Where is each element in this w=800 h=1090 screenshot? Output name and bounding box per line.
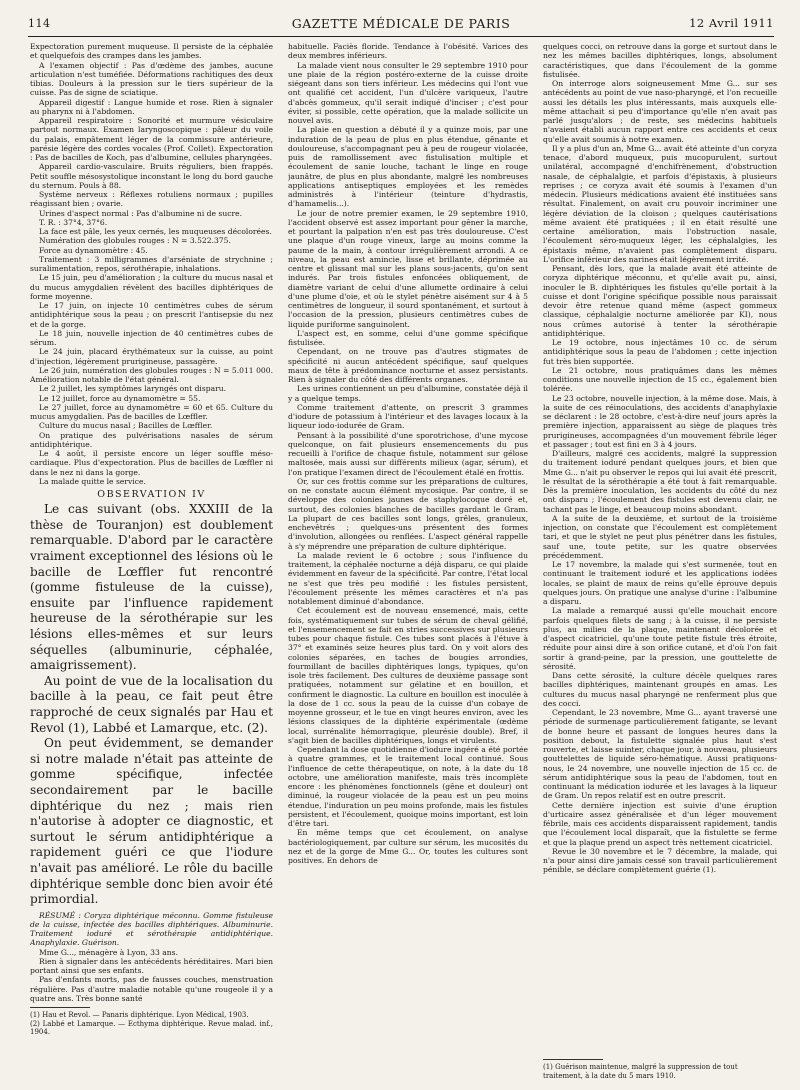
paragraph: Le 27 juillet, force au dynamomètre = 60 et 65. Culture du mucus amygdalien. Pas de bacilles de Lœffler.	[30, 402, 273, 421]
paragraph: Or, sur ces frottis comme sur les préparations de cultures, on ne constate aucun élément mycosique. Par contre, il se développe des colonies jaunes de staphylocoque doré et, surtout, des colonies blanches de bacilles gardant le Gram. La plupart de ces bacilles sont longs, grêles, granuleux, enchevêtrés ; quelques-uns présentent des formes d'involution, allongées ou renflées. L'aspect général rappelle à s'y méprendre une préparation de culture diphtérique.	[288, 476, 528, 551]
paragraph: Système nerveux : Réflexes rotuliens normaux ; pupilles réagissant bien ; ovarie.	[30, 190, 273, 209]
summary: RÉSUMÉ : Coryza diphtérique méconnu. Gomme fistuleuse de la cuisse, infectée des bacilles diphtériques. Albuminurie. Traitement ioduré et sérothérapie antidiphtérique. Anaphylaxie. Guérison.	[30, 910, 273, 948]
footnote: (1) Guérison maintenue, malgré la suppression de tout traitement, à la date du 5 mars 1910.	[543, 1063, 738, 1080]
page-number: 114	[28, 17, 51, 30]
column-right	[543, 42, 777, 1058]
paragraph: Le 21 octobre, nous pratiquâmes dans les mêmes conditions une nouvelle injection de 15 cc., également bien tolérée.	[543, 365, 777, 394]
paragraph: Force au dynamomètre : 45.	[39, 245, 148, 255]
paragraph: La malade vient nous consulter le 29 septembre 1910 pour une plaie de la région postéro-externe de la cuisse droite siégeant dans son tiers inférieur. Les médecins qui l'ont vue ont qualifié cet accident, l'un d'ulcère variqueux, l'autre d'abcès gommeux, qu'il serait indiqué d'inciser ; c'est pour éviter, si possible, cette opération, que la malade sollicite un nouvel avis.	[288, 60, 528, 125]
paragraph: Le 15 juin, peu d'amélioration ; la culture du mucus nasal et du mucus amygdalien révèlent des bacilles diphtériques de forme moyenne.	[30, 273, 273, 301]
paragraph: Au point de vue de la localisation du bacille à la peau, ce fait peut être rapproché de ceux signalés par Hau et Revol (1), Labbé et Lamarque, etc. (2).	[30, 673, 273, 735]
paragraph: Le 19 octobre, nous injectâmes 10 cc. de sérum antidiphtérique sous la peau de l'abdomen ; cette injection fut très bien supportée.	[543, 338, 777, 366]
paragraph: D'ailleurs, malgré ces accidents, malgré la suppression du traitement ioduré pendant quelques jours, et bien que Mme G... n'ait pu observer le repos qui lui avait été prescrit, le résultat de la sérothérapie a été tout à fait remarquable. Dès la première inoculation, les accidents du côté du nez ont disparu ; l'écoulement des fistules est devenu clair, ne tachant pas le linge, et beaucoup moins abondant.	[543, 449, 777, 514]
paragraph: Cependant, on ne trouve pas d'autres stigmates de spécificité ni aucun antécédent spécifique, sauf quelques maux de tête à prédominance nocturne et assez persistants. Rien à signaler du côté des différents organes.	[288, 347, 528, 384]
paragraph: Revue le 30 novembre et le 7 décembre, la malade, qui n'a pour ainsi dire jamais cessé son travail particulièrement pénible, se déclare complètement guérie (1).	[543, 846, 777, 875]
paragraph: Appareil digestif : Langue humide et rose. Rien à signaler au pharynx ni à l'abdomen.	[30, 97, 273, 116]
footnote-separator	[543, 1059, 603, 1060]
paragraph: Culture du mucus nasal ; Bacilles de Lœffler.	[39, 421, 213, 431]
paragraph: Expectoration purement muqueuse. Il persiste de la céphalée et quelquefois des crampes dans les jambes.	[30, 42, 273, 61]
paragraph: Dans cette sérosité, la culture décèle quelques rares bacilles diphtériques, maintenant groupés en amas. Les cultures du mucus nasal pharyngé ne renferment plus que des cocci.	[543, 671, 777, 708]
footnote: (2) Labbé et Lamarque. — Ecthyma diphtérique. Revue malad. inf., 1904.	[30, 1019, 273, 1037]
paragraph: quelques cocci, on retrouve dans la gorge et surtout dans le nez les mêmes bacilles diphtériques, longs, absolument caractéristiques, que dans l'écoulement de la gomme fistulisée.	[543, 42, 777, 79]
header-rule	[28, 36, 774, 37]
paragraph: Le 17 juin, on injecte 10 centimètres cubes de sérum antidiphtérique sous la peau ; on prescrit l'antisepsie du nez et de la gorge.	[30, 301, 273, 329]
paragraph: Comme traitement d'attente, on prescrit 3 grammes d'iodure de potassium à l'intérieur et des lavages locaux à la liqueur iodo-iodurée de Gram.	[288, 402, 528, 431]
large-print-section	[30, 502, 273, 907]
paragraph: A la suite de la deuxième, et surtout de la troisième injection, on constate que l'écoulement est complètement tari, et que le stylet ne peut plus pénétrer dans les fistules, sauf une, toute petite, sur les quatre observées précédemment.	[543, 513, 777, 560]
paragraph: Pas d'enfants morts, pas de fausses couches, menstruation régulière. Pas d'autre maladie notable qu'une rougeole il y a quatre ans. Très bonne santé	[30, 975, 273, 1003]
paragraph: La malade a remarqué aussi qu'elle mouchait encore parfois quelques filets de sang ; à la cuisse, il ne persiste plus, au milieu de la plaque, maintenant décolorée et d'aspect cicatriciel, qu'une toute petite fistule très étroite, réduite pour ainsi dire à son orifice cutané, et d'où l'on fait sortir à grand-peine, par la pression, une gouttelette de sérosité.	[543, 606, 777, 671]
paragraph: La malade revient le 6 octobre ; sous l'influence du traitement, la céphalée nocturne a déjà disparu, ce qui plaide évidemment en faveur de la spécificité. Par contre, l'état local ne s'est que très peu modifié : les fistules persistent, l'écoulement présente les mêmes caractères et n'a pas notablement diminué d'abondance.	[288, 550, 528, 606]
paragraph: Mme G..., ménagère à Lyon, 33 ans.	[39, 947, 178, 957]
paragraph: La face est pâle, les yeux cernés, les muqueuses décolorées.	[39, 227, 272, 236]
paragraph: Le 2 juillet, les symptômes laryngés ont disparu.	[39, 384, 227, 394]
paragraph: Urines d'aspect normal : Pas d'albumine ni de sucre.	[39, 208, 243, 218]
paragraph: Les urines contiennent un peu d'albumine, constatée déjà il y a quelque temps.	[288, 384, 528, 403]
paragraph: On pratique des pulvérisations nasales de sérum antidiphtérique.	[30, 430, 273, 449]
paragraph: Cependant la dose quotidienne d'iodure ingéré a été portée à quatre grammes, et le traitement local continué. Sous l'influence de cette thérapeutique, on note, à la date du 18 octobre, une amélioration manifeste, mais très incomplète encore : les phénomènes fonctionnels (gêne et douleur) ont diminué, la rougeur violacée de la peau est un peu moins étendue, l'induration un peu moins profonde, mais les fistules persistent, et l'écoulement, quoique moins important, est loin d'être tari.	[288, 745, 528, 828]
paragraph: Traitement : 3 milligrammes d'arséniate de strychnine ; suralimentation, repos, sérothérapie, inhalations.	[30, 254, 273, 273]
paragraph: Appareil cardio-vasculaire. Bruits réguliers, bien frappés. Petit souffle mésosystolique inconstant le long du bord gauche du sternum. Pouls à 88.	[30, 162, 273, 190]
paragraph: On peut évidemment, se demander si notre malade n'était pas atteinte de gomme spécifique, infectée secondairement par le bacille diphtérique du nez ; mais rien n'autorise à adopter ce diagnostic, et surtout le sérum antidiphtérique a rapidement guéri ce que l'iodure n'avait pas amélioré. Le rôle du bacille diphtérique semble donc bien avoir été primordial.	[30, 736, 273, 907]
paragraph: On interroge alors soigneusement Mme G... sur ses antécédents au point de vue naso-pharyngé, et l'on recueille aussi les détails les plus intéressants, mais auxquels elle-même attachait si peu d'importance qu'elle n'en avait pas parlé jusqu'alors ; de reste, ses médecins habituels n'avaient établi aucun rapport entre ces accidents et ceux qu'elle avait soumis à notre examen.	[543, 79, 777, 144]
paragraph: Le 17 novembre, la malade qui s'est surmenée, tout en continuant le traitement ioduré et les applications iodées locales, se plaint de maux de reins qu'elle éprouve depuis quelques jours. On pratique une analyse d'urine : l'albumine a disparu.	[543, 560, 777, 606]
issue-date: 12 Avril 1911	[689, 16, 774, 30]
paragraph: L'aspect est, en somme, celui d'une gomme spécifique fistulisée.	[288, 328, 528, 347]
paragraph: Il y a plus d'un an, Mme G... avait été atteinte d'un coryza tenace, d'abord muqueux, puis mucopurulent, surtout unilatéral, accompagné d'enchifrènement, d'obstruction nasale, de céphalalgie, et parfois d'épistaxis, à plusieurs reprises ; ce coryza avait été soumis à l'examen d'un médecin. Plusieurs médications avaient été instituées sans résultat. Finalement, on avait cru pouvoir incriminer une légère déviation de la cloison ; quelques cautérisations même avaient été pratiquées ; il en était résulté une certaine amélioration, mais l'obstruction nasale, l'écoulement séro-muqueux léger, les céphalalgies, les épistaxis même, n'avaient pas complètement disparu. L'orifice inférieur des narines était légèrement irrité.	[543, 143, 777, 264]
paragraph: Cet écoulement est de nouveau ensemencé, mais, cette fois, systématiquement sur tubes de sérum de cheval gélifié, et l'ensemencement se fait en stries successives sur plusieurs tubes pour chaque fistule. Ces tubes sont placés à l'étuve à 37° et examinés seize heures plus tard. On y voit alors des colonies séparées, en taches de bougies arrondies, fourmillant de bacilles diphtériques longs, typiques, qu'on isole très facilement. Des cultures de deuxième passage sont pratiquées, notamment sur gélatine et en bouillon, et confirment le diagnostic. La culture en bouillon est inoculée à la dose de 1 cc. sous la peau de la cuisse d'un cobaye de moyenne grosseur, et le tue en vingt heures environ, avec les lésions classiques de la diphtérie expérimentale (œdème local, surrénalite hémorragique, pleurésie double). Bref, il s'agit bien de bacilles diphtériques, longs et virulents.	[288, 606, 528, 745]
paragraph: Cette dernière injection est suivie d'une éruption d'urticaire assez généralisée et d'un léger mouvement fébrile, mais ces accidents disparaissent rapidement, tandis que l'écoulement local disparaît, que la fistulette se ferme et que la plaque prend un aspect très nettement cicatriciel.	[543, 800, 777, 847]
paragraph: Le cas suivant (obs. XXXIII de la thèse de Touranjon) est doublement remarquable. D'abord par le caractère vraiment exceptionnel des lésions où le bacille de Lœffler fut rencontré (gomme fistuleuse de la cuisse), ensuite par l'influence rapidement heureuse de la sérothérapie sur les lésions elles-mêmes et sur leurs séquelles (albuminurie, céphalée, amaigrissement).	[30, 502, 273, 673]
paragraph: Numération des globules rouges : N = 3.522.375.	[39, 236, 231, 246]
paragraph: Le 12 juillet, force au dynamomètre = 55.	[39, 393, 201, 403]
page-header	[28, 14, 774, 34]
paragraph: En même temps que cet écoulement, on analyse bactériologiquement, par culture sur sérum, les mucosités du nez et de la gorge de Mme G... Or, toutes les cultures sont positives. En dehors de	[288, 828, 528, 865]
paragraph: La plaie en question a débuté il y a quinze mois, par une induration de la peau de plus en plus étendue, gênante et douloureuse, s'accompagnant peu à peu de rougeur violacée, puis de ramollissement avec fistulisation multiple et écoulement de sanie louche, tachant le linge en rouge jaunâtre, de plus en plus abondante, malgré les nombreuses applications antiseptiques employées et les remèdes administrés à l'intérieur (teinture d'hydrastis, d'hamamelis...).	[288, 125, 528, 209]
paragraph: habituelle. Faciès floride. Tendance à l'obésité. Varices des deux membres inférieurs.	[288, 42, 528, 61]
paragraph: T. R. : 37°4, 37°6.	[39, 217, 108, 227]
footnote-block-right	[543, 1055, 777, 1080]
observation-heading: OBSERVATION IV	[97, 489, 206, 500]
paragraph: Le 24 juin, placard érythémateux sur la cuisse, au point d'injection, légèrement prurigineuse, passagère.	[30, 347, 273, 366]
journal-title: GAZETTE MÉDICALE DE PARIS	[291, 16, 511, 31]
paragraph: Cependant, le 23 novembre, Mme G... ayant traversé une période de surmenage particulièrement fatigante, se levant de bonne heure et passant de longues heures dans la position debout, la fistulette signalée plus haut s'est rouverte, et laisse suinter, chaque jour, à nouveau, plusieurs gouttelettes de liquide séro-hématique. Aussi pratiquons-nous, le 24 novembre, une nouvelle injection de 15 cc. de sérum antidiphtérique sous la peau de l'abdomen, tout en continuant la médication iodurée et les lavages à la liqueur de Gram. Un repos relatif est en outre prescrit.	[543, 708, 777, 801]
paragraph: Rien à signaler dans les antécédents héréditaires. Mari bien portant ainsi que ses enfants.	[30, 956, 273, 976]
paragraph: Appareil respiratoire : Sonorité et murmure vésiculaire partout normaux. Examen laryngoscopique : pâleur du voile du palais, empâtement léger de la commissure antérieure, parésie légère des cordes vocales (Prof. Collet). Expectoration : Pas de bacilles de Koch, pas d'albumine, cellules pharyngées.	[30, 116, 273, 162]
paragraph: Pensant, dès lors, que la malade avait été atteinte de coryza diphtérique méconnu, et qu'elle avait pu, ainsi, inoculer le B. diphtériques les fistules qu'elle portait à la cuisse et dont l'origine spécifique possible nous paraissait devoir être retenue quand même (aspect gommeux classique, céphalalgie nocturne améliorée par KI), nous nous crûmes autorisé à tenter la sérothérapie antidiphtérique.	[543, 264, 777, 338]
paragraph: Le 18 juin, nouvelle injection de 40 centimètres cubes de sérum.	[30, 328, 273, 347]
footnote-separator	[30, 1007, 90, 1008]
column-left	[30, 42, 273, 1082]
paragraph: Pensant à la possibilité d'une sporotrichose, d'une mycose quelconque, on fait plusieurs ensemencements du pus recueilli à l'orifice de chaque fistule, notamment sur gélose maltosée, mais aussi sur différents milieux (agar, sérum), et l'on pratique l'examen direct de l'écoulement étalé en frottis.	[288, 430, 528, 477]
column-middle	[288, 42, 528, 1082]
paragraph: Le 4 août, il persiste encore un léger souffle méso-cardiaque. Plus d'expectoration. Plus de bacilles de Lœffler ni dans le nez ni dans la gorge.	[30, 449, 273, 477]
paragraph: La malade quitte le service.	[39, 476, 146, 486]
footnote: (1) Hau et Revol. — Panaris diphtérique. Lyon Médical, 1903.	[30, 1011, 249, 1020]
paragraph: A l'examen objectif : Pas d'œdème des jambes, aucune articulation n'est tuméfiée. Déformations rachitiques des deux tibias. Douleurs à la pression sur le tiers supérieur de la cuisse. Pas de signe de sciatique.	[30, 60, 273, 98]
paragraph: Le 23 octobre, nouvelle injection, à la même dose. Mais, à la suite de ces réinoculations, des accidents d'anaphylaxie se déclarent : le 28 octobre, c'est-à-dire neuf jours après la première injection, apparaissent au siège de plaques très prurigineuses, accompagnées d'un mouvement fébrile léger et passager ; tout est fini en 3 à 4 jours.	[543, 393, 777, 449]
paragraph: Le 26 juin, numération des globules rouges : N = 5.011 000. Amélioration notable de l'état général.	[30, 365, 273, 384]
paragraph: Le jour de notre premier examen, le 29 septembre 1910, l'accident observé est assez important pour gêner la marche, et pourtant la palpation n'en est pas très douloureuse. C'est une plaque d'un rouge vineux, large au moins comme la paume de la main, à contour irrégulièrement arrondi. A ce niveau, la peau est amincie, lisse et brillante, déprimée au centre et glissant mal sur les plans sous-jacents, qu'on sent indurés. Par trois fistules enfoncées obliquement, de diamètre variant de celui d'une allumette ordinaire à celui d'une plume d'oie, et où le stylet pénètre aisément sur 4 à 5 centimètres de longueur, il sourd spontanément, et surtout à l'occasion de la pression, plusieurs centimètres cubes de liquide puriforme sanguinolent.	[288, 208, 528, 329]
